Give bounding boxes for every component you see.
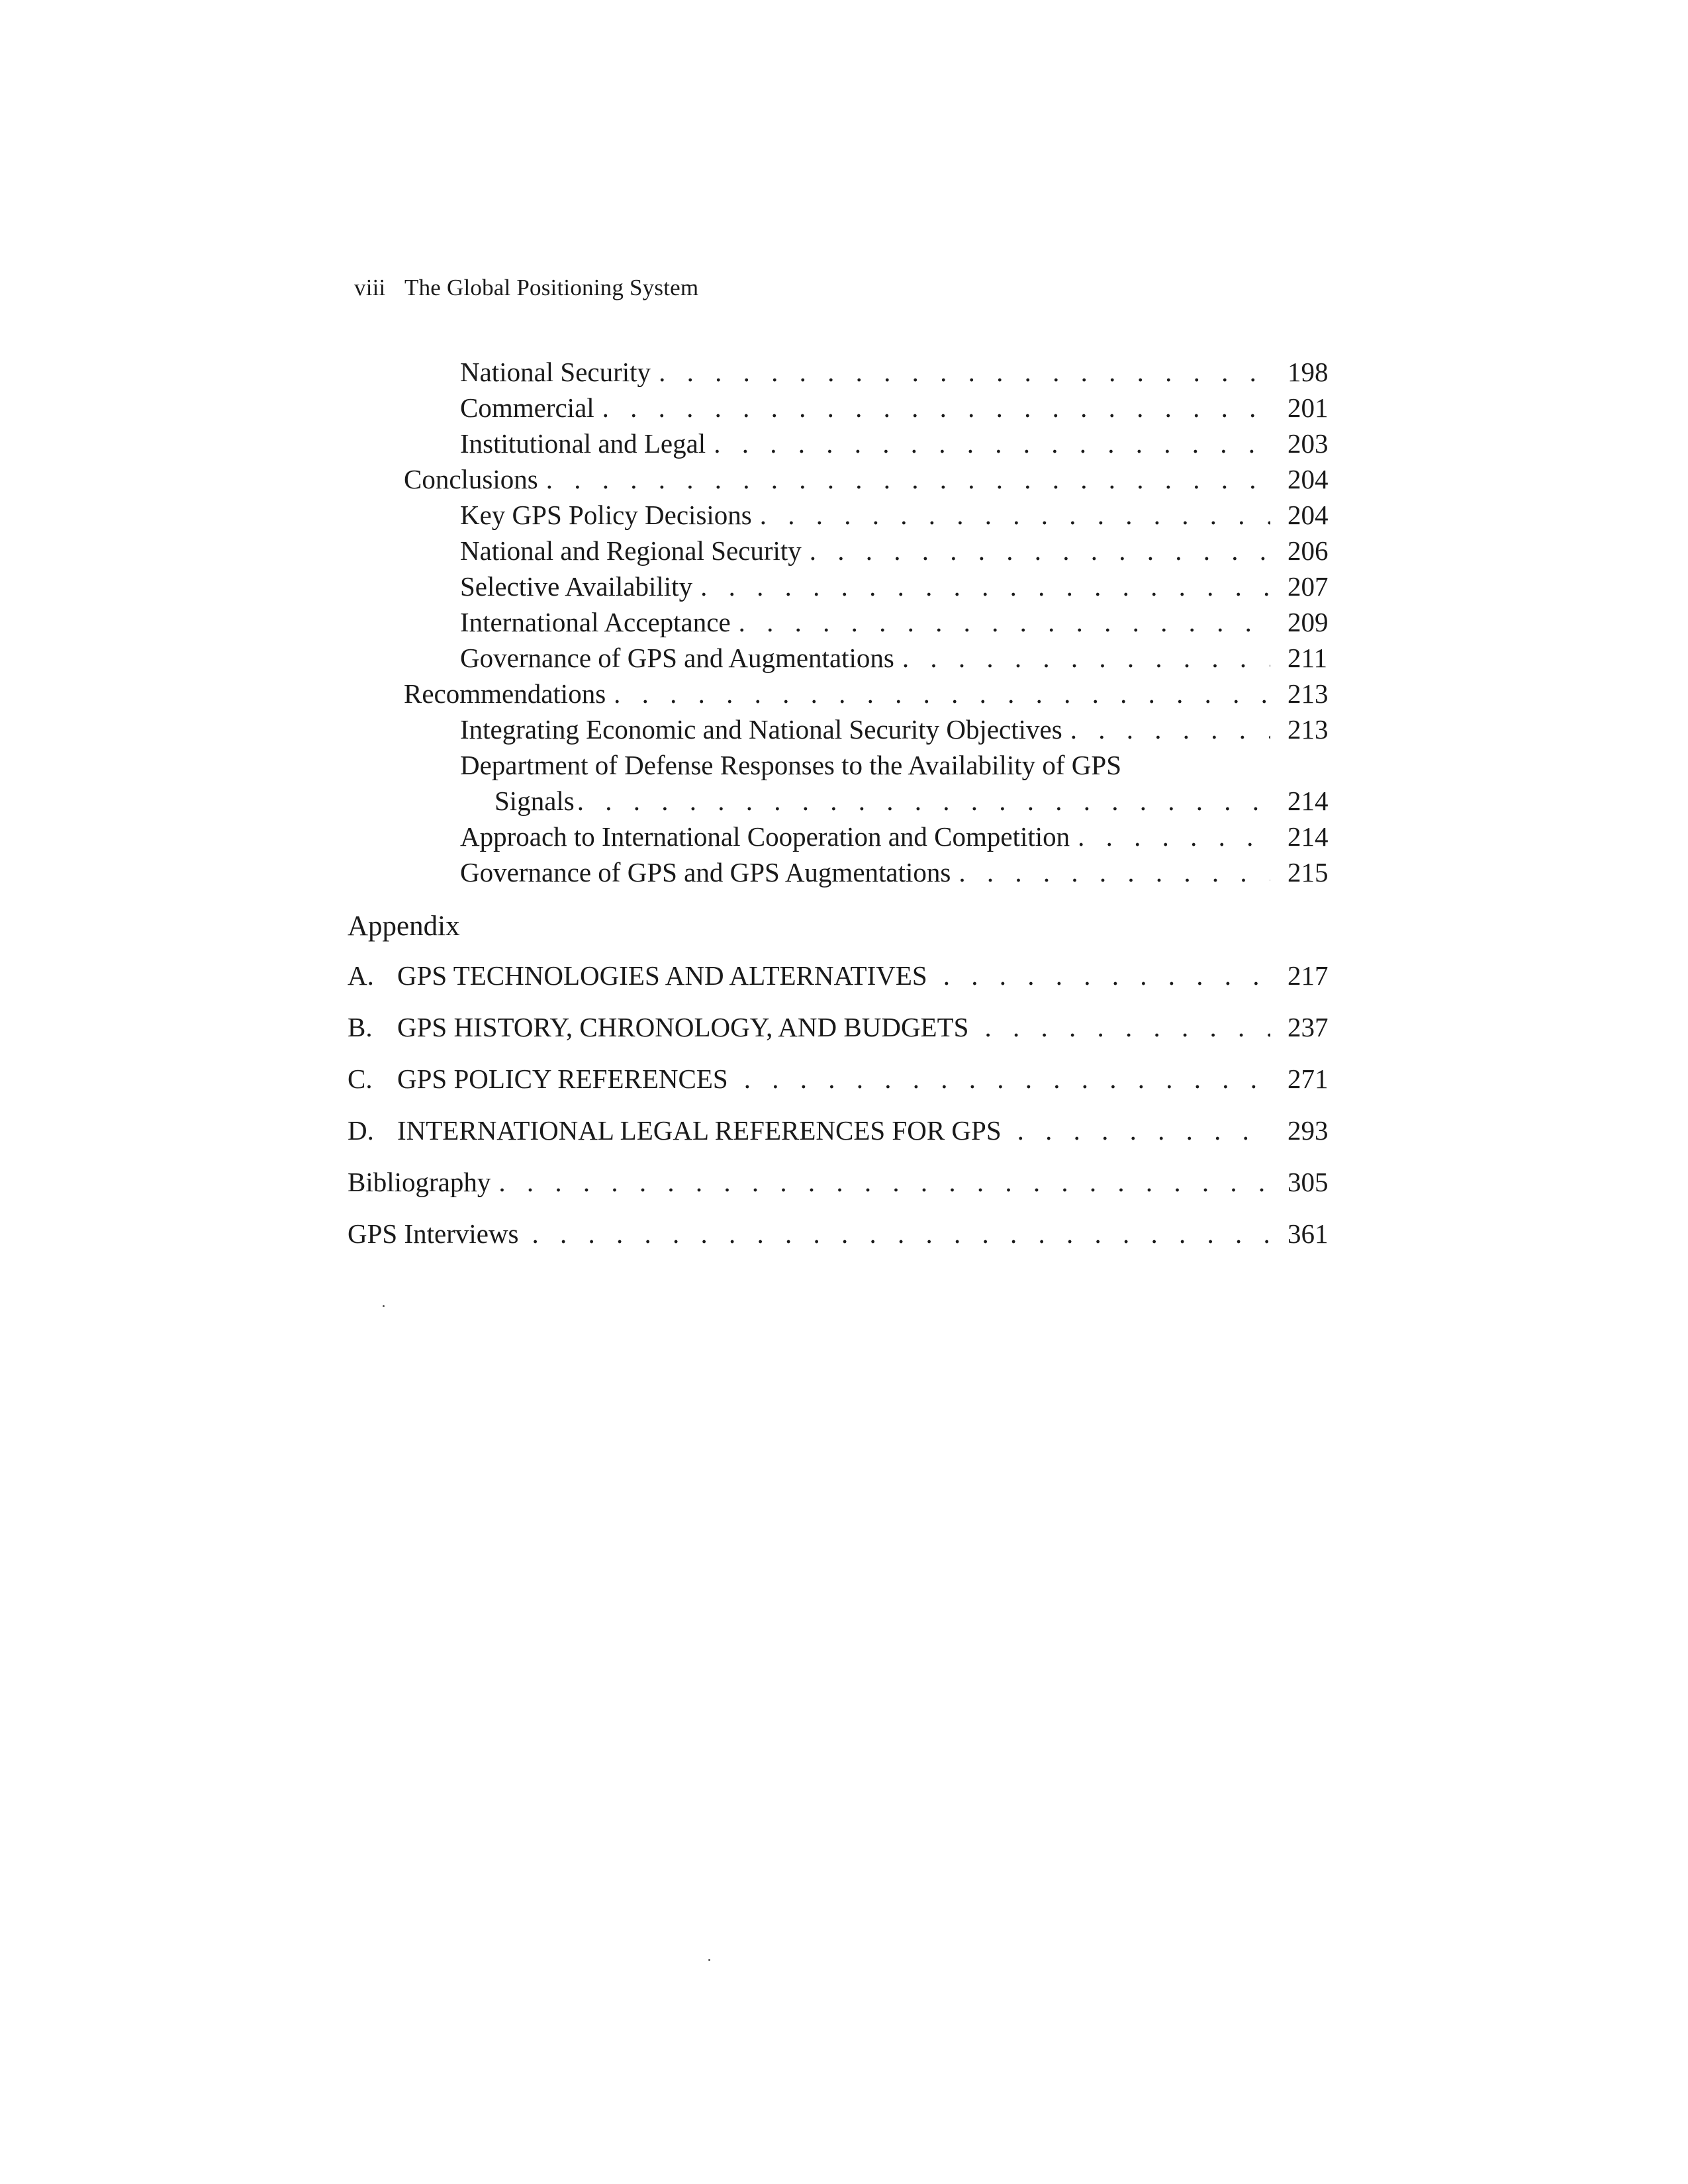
toc-entry-page: 206	[1288, 535, 1329, 566]
back-matter-title: Bibliography	[348, 1167, 491, 1197]
dot-leader	[739, 604, 1270, 640]
toc-entry-page: 204	[1288, 464, 1329, 494]
dot-leader	[1070, 711, 1270, 747]
dot-leader	[959, 854, 1270, 890]
toc-entry-title: Commercial	[460, 392, 594, 423]
book-title: The Global Positioning System	[404, 275, 699, 300]
toc-entry	[348, 533, 1340, 569]
scan-speck	[383, 1305, 385, 1307]
toc-entry	[348, 390, 1340, 426]
toc-entry	[348, 711, 1340, 747]
toc-entry-page: 213	[1288, 714, 1329, 745]
toc-entry	[348, 819, 1340, 854]
scan-speck	[708, 1959, 710, 1961]
toc-entry-page: 211	[1288, 643, 1327, 673]
back-matter-page: 305	[1288, 1167, 1329, 1197]
toc-entry-title: Selective Availability	[460, 571, 693, 602]
dot-leader	[943, 950, 1270, 1001]
toc-entry	[348, 426, 1340, 461]
dot-leader	[532, 1208, 1270, 1259]
toc-entry-title: Governance of GPS and Augmentations	[460, 643, 894, 673]
toc-entry-title: Approach to International Cooperation and Competition	[460, 821, 1070, 852]
table-of-contents	[348, 354, 1340, 1259]
toc-entry-title: Key GPS Policy Decisions	[460, 500, 752, 530]
dot-leader	[714, 426, 1270, 461]
toc-entry-page: 198	[1288, 357, 1329, 387]
toc-entry-page: 214	[1288, 821, 1329, 852]
toc-entry-title: National and Regional Security	[460, 535, 802, 566]
toc-entry-title: National Security	[460, 357, 651, 387]
dot-leader	[498, 1156, 1270, 1208]
back-matter-entry	[348, 1156, 1340, 1208]
toc-entry-title-continued: Signals	[494, 786, 575, 816]
toc-entry	[348, 461, 1340, 497]
toc-entry-wrapped-line	[348, 747, 1340, 783]
dot-leader	[659, 354, 1270, 390]
toc-entry	[348, 497, 1340, 533]
toc-entry-page: 204	[1288, 500, 1329, 530]
appendix-title: GPS TECHNOLOGIES AND ALTERNATIVES	[397, 960, 927, 991]
page-folio: viii	[354, 275, 386, 300]
dot-leader	[614, 676, 1270, 711]
appendix-entry	[348, 1053, 1340, 1105]
toc-entry-page: 201	[1288, 392, 1329, 423]
appendix-letter: D.	[348, 1115, 374, 1146]
toc-entry	[348, 854, 1340, 890]
appendix-title: INTERNATIONAL LEGAL REFERENCES FOR GPS	[397, 1115, 1002, 1146]
toc-entry	[348, 604, 1340, 640]
dot-leader	[577, 783, 1270, 819]
toc-entry-title: Department of Defense Responses to the Availability of GPS	[460, 750, 1121, 780]
dot-leader	[546, 461, 1270, 497]
toc-entry-title: Conclusions	[404, 464, 538, 494]
toc-entry-page: 209	[1288, 607, 1329, 637]
dot-leader	[810, 533, 1270, 569]
appendix-page: 237	[1288, 1012, 1329, 1042]
dot-leader	[760, 497, 1270, 533]
dot-leader	[744, 1053, 1270, 1105]
toc-entry-page: 215	[1288, 857, 1329, 887]
appendix-title: GPS HISTORY, CHRONOLOGY, AND BUDGETS	[397, 1012, 969, 1042]
toc-entry-page: 203	[1288, 428, 1329, 459]
appendix-page: 293	[1288, 1115, 1329, 1146]
toc-entry	[348, 640, 1340, 676]
appendix-entry	[348, 950, 1340, 1001]
toc-entry-title: Integrating Economic and National Security Objectives	[460, 714, 1062, 745]
appendix-entry	[348, 1105, 1340, 1156]
toc-entry	[348, 676, 1340, 711]
running-head	[354, 275, 698, 301]
dot-leader	[602, 390, 1270, 426]
back-matter-title: GPS Interviews	[348, 1218, 519, 1249]
toc-entry-title: Institutional and Legal	[460, 428, 706, 459]
toc-entry	[348, 354, 1340, 390]
back-matter-page: 361	[1288, 1218, 1329, 1249]
dot-leader	[984, 1001, 1270, 1053]
toc-entry-page: 207	[1288, 571, 1329, 602]
appendix-heading: Appendix	[348, 911, 460, 942]
appendix-title: GPS POLICY REFERENCES	[397, 1064, 728, 1094]
toc-entry-page: 214	[1288, 786, 1329, 816]
dot-leader	[902, 640, 1270, 676]
toc-entry-title: Recommendations	[404, 678, 606, 709]
appendix-letter: C.	[348, 1064, 373, 1094]
dot-leader	[700, 569, 1270, 604]
toc-entry	[348, 569, 1340, 604]
dot-leader	[1017, 1105, 1270, 1156]
appendix-page: 271	[1288, 1064, 1329, 1094]
back-matter-entry	[348, 1208, 1340, 1259]
dot-leader	[1078, 819, 1270, 854]
toc-entry	[348, 783, 1340, 819]
appendix-letter: B.	[348, 1012, 373, 1042]
toc-entry-title: International Acceptance	[460, 607, 731, 637]
appendix-entry	[348, 1001, 1340, 1053]
toc-entry-page: 213	[1288, 678, 1329, 709]
appendix-page: 217	[1288, 960, 1329, 991]
toc-entry-title: Governance of GPS and GPS Augmentations	[460, 857, 951, 887]
appendix-letter: A.	[348, 960, 374, 991]
